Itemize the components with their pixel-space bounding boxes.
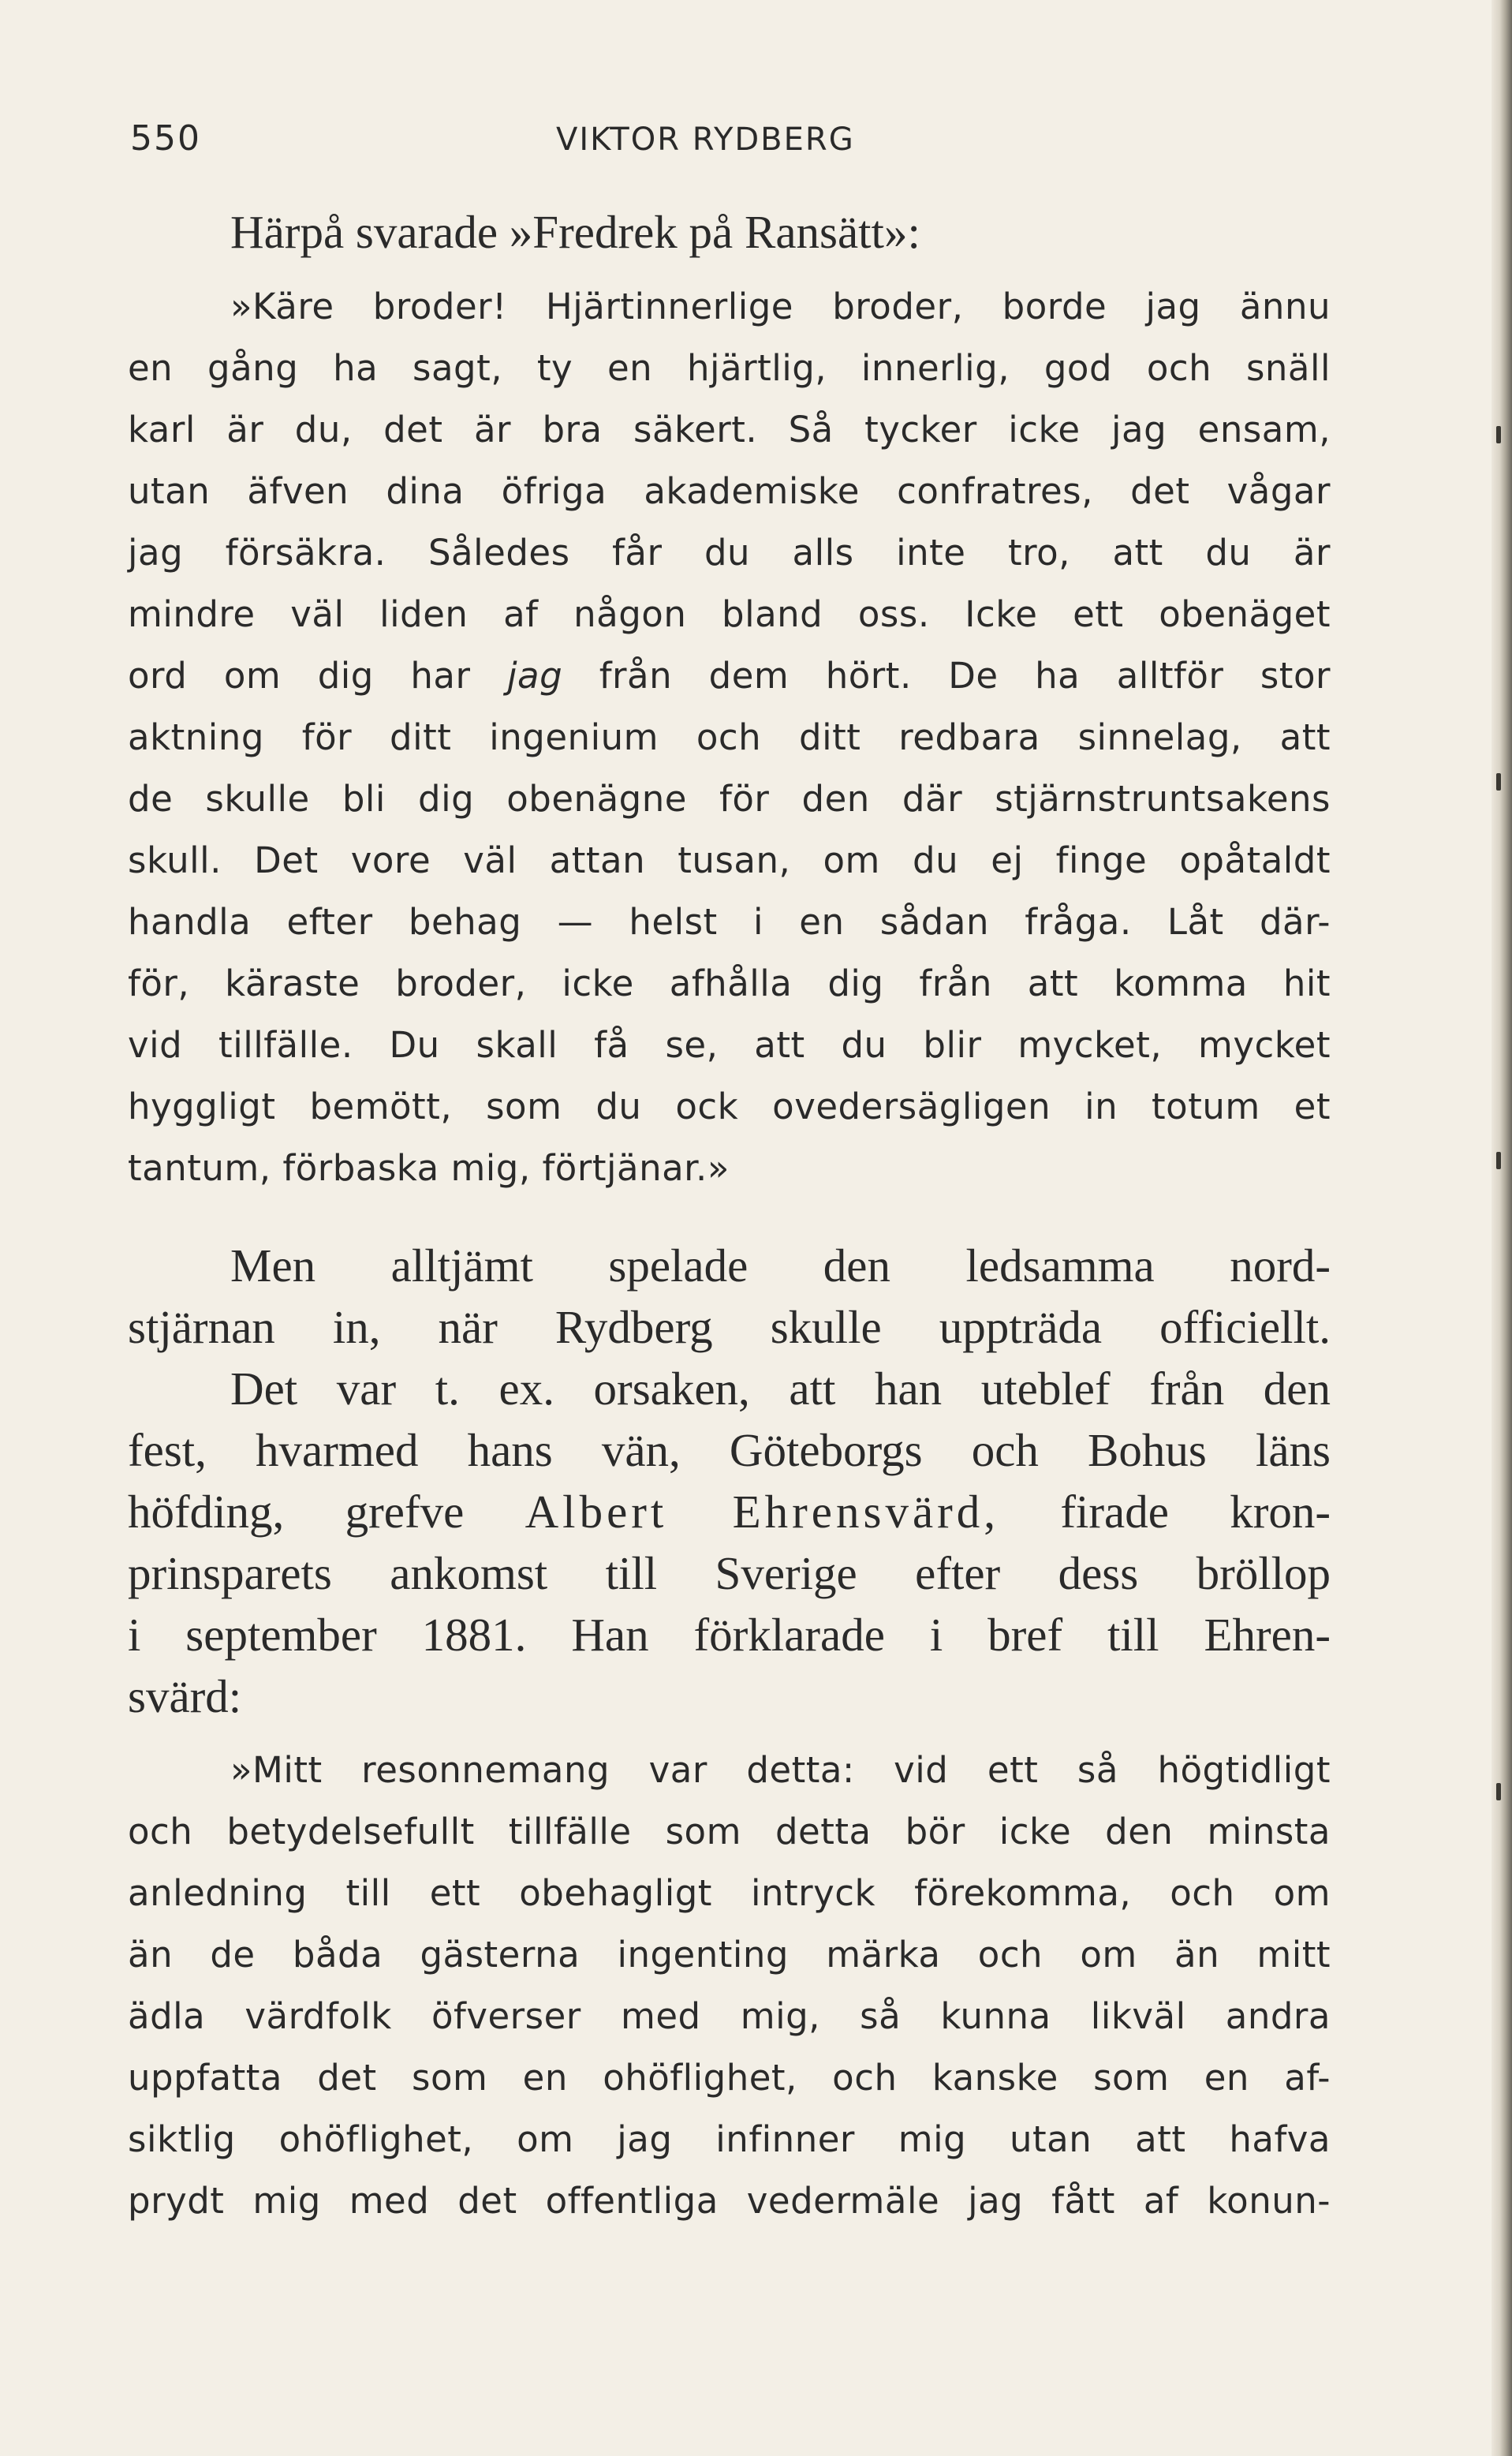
text-line: stjärnan in, när Rydberg skulle uppträda officiellt.	[128, 1301, 1331, 1353]
text-line: tantum, förbaska mig, förtjänar.»	[128, 1147, 730, 1189]
text-line: handla efter behag — helst i en sådan fråga. Låt där-	[128, 901, 1331, 943]
text-line: i september 1881. Han förklarade i bref till Ehren-	[128, 1609, 1331, 1661]
text-line: karl är du, det är bra säkert. Så tycker icke jag ensam,	[128, 409, 1331, 450]
letter-paragraph-1	[128, 276, 1331, 1199]
text-line: jag försäkra. Således får du alls inte tro, att du är	[128, 532, 1331, 574]
text-line: de skulle bli dig obenägne för den där stjärnstruntsakens	[128, 778, 1331, 820]
intro-line: Härpå svarade »Fredrek på Ransätt»:	[230, 206, 920, 258]
text-line: Men alltjämt spelade den ledsamma nord-	[230, 1239, 1331, 1292]
text-line: ädla värdfolk öfverser med mig, så kunna likväl andra	[128, 1995, 1331, 2037]
text-line: Det var t. ex. orsaken, att han uteblef från den	[230, 1363, 1331, 1415]
text-line: fest, hvarmed hans vän, Göteborgs och Bohus läns	[128, 1424, 1331, 1476]
running-head: VIKTOR RYDBERG	[556, 121, 855, 158]
text-line: än de båda gästerna ingenting märka och om än mitt	[128, 1934, 1331, 1976]
text-line: anledning till ett obehagligt intryck förekomma, och om	[128, 1872, 1331, 1914]
emphasis: jag	[507, 655, 563, 697]
text-line: prinsparets ankomst till Sverige efter dess bröllop	[128, 1547, 1331, 1599]
text-line: »Käre broder! Hjärtinnerlige broder, borde jag ännu	[230, 286, 1331, 327]
edge-mark	[1496, 1783, 1501, 1800]
edge-mark	[1496, 426, 1501, 443]
text-line: prydt mig med det offentliga vedermäle jag fått af konun-	[128, 2180, 1331, 2222]
text-line: skull. Det vore väl attan tusan, om du ej finge opåtaldt	[128, 839, 1331, 881]
text-line: ord om dig har jag från dem hört. De ha alltför stor	[128, 655, 1331, 697]
text-line: och betydelsefullt tillfälle som detta bör icke den minsta	[128, 1811, 1331, 1852]
edge-mark	[1496, 1152, 1501, 1169]
text-line: »Mitt resonnemang var detta: vid ett så högtidligt	[230, 1749, 1331, 1791]
text-line: utan äfven dina öfriga akademiske confratres, det vågar	[128, 470, 1331, 512]
text-line: siktlig ohöflighet, om jag infinner mig utan att hafva	[128, 2118, 1331, 2160]
text-line: hyggligt bemött, som du ock ovedersägligen in totum et	[128, 1086, 1331, 1127]
page-edge	[1491, 0, 1512, 2456]
text-line: svärd:	[128, 1670, 242, 1722]
page-header	[0, 118, 1512, 166]
spaced-name: Albert Ehrensvärd,	[525, 1486, 1000, 1538]
page-number: 550	[130, 118, 201, 159]
text-line: en gång ha sagt, ty en hjärtlig, innerlig, god och snäll	[128, 347, 1331, 389]
text-line: uppfatta det som en ohöflighet, och kanske som en af-	[128, 2057, 1331, 2099]
narrative-paragraph	[128, 1235, 1331, 1727]
text-line: höfding, grefve Albert Ehrensvärd, firade kron-	[128, 1486, 1331, 1538]
letter-paragraph-2	[128, 1740, 1331, 2232]
text-line: mindre väl liden af någon bland oss. Icke ett obenäget	[128, 593, 1331, 635]
text-line: vid tillfälle. Du skall få se, att du blir mycket, mycket	[128, 1024, 1331, 1066]
edge-mark	[1496, 773, 1501, 791]
text-line: aktning för ditt ingenium och ditt redbara sinnelag, att	[128, 716, 1331, 758]
text-line: för, käraste broder, icke afhålla dig från att komma hit	[128, 963, 1331, 1004]
